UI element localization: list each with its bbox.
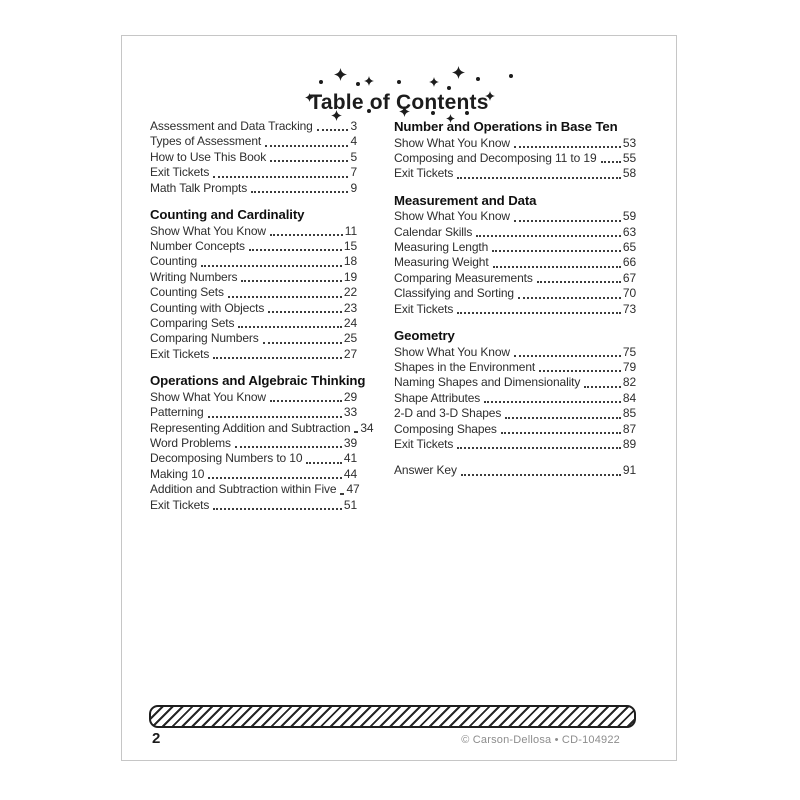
toc-entry bbox=[150, 224, 357, 239]
section-heading: Geometry bbox=[394, 328, 455, 344]
toc-entry-label: Measuring Length bbox=[394, 240, 489, 255]
toc-entry-page: 39 bbox=[343, 435, 357, 450]
toc-entry-page: 87 bbox=[622, 421, 636, 436]
toc-entry-label: Writing Numbers bbox=[150, 269, 238, 284]
toc-entry bbox=[150, 150, 357, 165]
toc-section bbox=[150, 373, 374, 513]
sparkle-dot-icon bbox=[447, 86, 451, 90]
toc-entry-page: 27 bbox=[343, 346, 357, 361]
toc-entry bbox=[150, 405, 357, 420]
dot-leader bbox=[268, 311, 342, 313]
toc-entry-label: Calendar Skills bbox=[394, 224, 473, 239]
toc-entry-label: Patterning bbox=[150, 405, 204, 420]
toc-entry-page: 44 bbox=[343, 466, 357, 481]
dot-leader bbox=[251, 191, 348, 193]
dot-leader bbox=[484, 401, 621, 403]
toc-entry-label: Making 10 bbox=[150, 466, 205, 481]
toc-entry bbox=[394, 406, 636, 421]
toc-entry-page: 67 bbox=[622, 270, 636, 285]
dot-leader bbox=[461, 474, 621, 476]
toc-entry-label: Exit Tickets bbox=[150, 346, 210, 361]
dot-leader bbox=[270, 400, 342, 402]
toc-entry-page: 19 bbox=[343, 269, 357, 284]
toc-entry-label: Addition and Subtraction within Five bbox=[150, 482, 337, 497]
toc-entry-label: Classifying and Sorting bbox=[394, 286, 514, 301]
toc-column-right bbox=[394, 119, 636, 479]
toc-entry bbox=[394, 360, 636, 375]
toc-entry-label: Counting Sets bbox=[150, 285, 224, 300]
dot-leader bbox=[457, 447, 621, 449]
dot-leader bbox=[238, 326, 342, 328]
sparkle-star-icon bbox=[429, 77, 439, 87]
dot-leader bbox=[514, 355, 621, 357]
toc-entry-label: Exit Tickets bbox=[394, 437, 454, 451]
dot-leader bbox=[213, 176, 348, 178]
dot-leader bbox=[501, 432, 621, 434]
toc-entry bbox=[150, 467, 357, 482]
sparkle-dot-icon bbox=[356, 82, 360, 86]
toc-entry-label: Shapes in the Environment bbox=[394, 359, 536, 374]
dot-leader bbox=[354, 431, 358, 433]
toc-entry bbox=[394, 302, 636, 317]
toc-entry bbox=[394, 225, 636, 240]
toc-entry bbox=[394, 136, 636, 151]
toc-entry-label: Show What You Know bbox=[394, 135, 510, 150]
toc-entry-page: 7 bbox=[350, 165, 357, 180]
dot-leader bbox=[213, 357, 342, 359]
toc-entry-page: 25 bbox=[343, 331, 357, 346]
dot-leader bbox=[476, 235, 621, 237]
toc-entry bbox=[150, 270, 357, 285]
dot-leader bbox=[208, 416, 342, 418]
toc-entry bbox=[394, 391, 636, 406]
toc-entry-page: 18 bbox=[343, 254, 357, 269]
toc-entry-page: 3 bbox=[350, 119, 357, 133]
toc-entry-page: 63 bbox=[622, 224, 636, 239]
toc-entry-label: Decomposing Numbers to 10 bbox=[150, 451, 303, 466]
toc-entry-label: Shape Attributes bbox=[394, 390, 481, 405]
section-heading: Operations and Algebraic Thinking bbox=[150, 373, 366, 389]
toc-entry-label: Exit Tickets bbox=[150, 497, 210, 512]
toc-section bbox=[150, 207, 357, 362]
toc-entry bbox=[150, 390, 357, 405]
toc-entry-page: 75 bbox=[622, 344, 636, 359]
toc-section bbox=[150, 119, 357, 196]
toc-section bbox=[394, 328, 636, 452]
toc-entry-page: 82 bbox=[622, 375, 636, 390]
toc-entry-label: Representing Addition and Subtraction bbox=[150, 420, 351, 435]
toc-entry-label: Number Concepts bbox=[150, 238, 245, 253]
toc-entry-page: 23 bbox=[343, 300, 357, 315]
dot-leader bbox=[505, 417, 621, 419]
toc-entry bbox=[394, 375, 636, 390]
dot-leader bbox=[201, 265, 342, 267]
toc-entry bbox=[150, 347, 357, 362]
dot-leader bbox=[493, 266, 621, 268]
page-number: 2 bbox=[152, 730, 161, 747]
toc-section bbox=[394, 193, 636, 317]
toc-entry bbox=[150, 285, 357, 300]
toc-entry-label: Measuring Weight bbox=[394, 255, 489, 270]
toc-entry-page: 41 bbox=[343, 451, 357, 466]
toc-entry-page: 66 bbox=[622, 255, 636, 270]
toc-entry-page: 79 bbox=[622, 359, 636, 374]
sparkle-dot-icon bbox=[319, 80, 323, 84]
dot-leader bbox=[584, 386, 621, 388]
dot-leader bbox=[539, 370, 621, 372]
toc-entry-label: Exit Tickets bbox=[150, 165, 210, 180]
toc-entry bbox=[394, 209, 636, 224]
toc-entry-label: Math Talk Prompts bbox=[150, 180, 248, 195]
toc-entry-page: 15 bbox=[343, 238, 357, 253]
toc-entry-page: 33 bbox=[343, 405, 357, 420]
toc-entry-label: 2-D and 3-D Shapes bbox=[394, 406, 502, 421]
dot-leader bbox=[235, 446, 342, 448]
sparkle-dot-icon bbox=[509, 74, 513, 78]
toc-entry-page: 22 bbox=[343, 285, 357, 300]
dot-leader bbox=[514, 146, 621, 148]
toc-entry-page: 65 bbox=[622, 240, 636, 255]
toc-entry bbox=[394, 240, 636, 255]
dot-leader bbox=[514, 220, 621, 222]
toc-entry bbox=[394, 151, 636, 166]
toc-entry bbox=[394, 166, 636, 181]
toc-entry-page: 5 bbox=[350, 149, 357, 164]
toc-entry bbox=[394, 255, 636, 270]
toc-entry-label: Exit Tickets bbox=[394, 166, 454, 181]
decorative-hatched-bar bbox=[149, 705, 636, 728]
toc-entry-label: Counting with Objects bbox=[150, 300, 265, 315]
toc-entry-page: 59 bbox=[622, 209, 636, 224]
toc-entry-page: 91 bbox=[622, 463, 636, 478]
toc-entry-label: Show What You Know bbox=[150, 223, 266, 238]
dot-leader bbox=[249, 249, 342, 251]
dot-leader bbox=[601, 161, 621, 163]
sparkle-star-icon bbox=[334, 68, 347, 81]
dot-leader bbox=[457, 312, 621, 314]
toc-entry bbox=[150, 301, 357, 316]
toc-entry bbox=[394, 422, 636, 437]
sparkle-star-icon bbox=[364, 76, 374, 86]
toc-entry-page: 58 bbox=[622, 166, 636, 181]
toc-entry-label: Show What You Know bbox=[394, 209, 510, 224]
toc-entry bbox=[394, 286, 636, 301]
toc-entry bbox=[150, 165, 357, 180]
toc-entry-label: How to Use This Book bbox=[150, 149, 267, 164]
toc-entry-page: 29 bbox=[343, 389, 357, 404]
toc-entry-label: Exit Tickets bbox=[394, 301, 454, 316]
toc-entry-page: 73 bbox=[622, 301, 636, 316]
toc-entry-label: Show What You Know bbox=[150, 389, 266, 404]
toc-entry bbox=[150, 254, 357, 269]
dot-leader bbox=[306, 462, 341, 464]
toc-entry bbox=[394, 463, 636, 478]
dot-leader bbox=[340, 493, 344, 495]
toc-entry-page: 70 bbox=[622, 286, 636, 301]
section-heading: Measurement and Data bbox=[394, 192, 537, 208]
toc-entry-label: Composing Shapes bbox=[394, 421, 497, 436]
toc-entry bbox=[150, 331, 357, 346]
toc-entry-page: 55 bbox=[622, 150, 636, 165]
sparkle-star-icon bbox=[452, 66, 465, 79]
dot-leader bbox=[208, 477, 342, 479]
toc-entry-label: Comparing Measurements bbox=[394, 270, 533, 285]
dot-leader bbox=[270, 234, 343, 236]
toc-entry-label: Comparing Numbers bbox=[150, 331, 259, 346]
toc-entry-label: Comparing Sets bbox=[150, 315, 235, 330]
copyright-credit: © Carson-Dellosa • CD-104922 bbox=[461, 734, 620, 746]
toc-entry-page: 53 bbox=[622, 135, 636, 150]
dot-leader bbox=[228, 296, 342, 298]
toc-entry bbox=[150, 134, 357, 149]
toc-entry bbox=[150, 239, 357, 254]
toc-entry bbox=[150, 482, 360, 497]
toc-entry-label: Word Problems bbox=[150, 435, 231, 450]
dot-leader bbox=[263, 342, 342, 344]
toc-entry bbox=[394, 271, 636, 286]
toc-entry bbox=[150, 498, 357, 513]
toc-entry bbox=[150, 316, 357, 331]
toc-entry-page: 9 bbox=[350, 180, 357, 195]
toc-entry-page: 84 bbox=[622, 390, 636, 405]
toc-column-left bbox=[150, 119, 374, 513]
toc-entry bbox=[150, 436, 357, 451]
toc-entry bbox=[394, 437, 636, 452]
page-title: Table of Contents bbox=[309, 91, 489, 114]
toc-entry-page: 34 bbox=[360, 420, 374, 435]
dot-leader bbox=[492, 250, 621, 252]
dot-leader bbox=[317, 129, 349, 131]
sparkle-dot-icon bbox=[397, 80, 401, 84]
toc-columns bbox=[150, 119, 636, 513]
toc-entry-label: Answer Key bbox=[394, 463, 457, 478]
toc-entry bbox=[150, 119, 357, 134]
toc-entry-label: Show What You Know bbox=[394, 344, 510, 359]
toc-entry-page: 11 bbox=[344, 223, 357, 238]
dot-leader bbox=[518, 297, 621, 299]
toc-entry-label: Types of Assessment bbox=[150, 134, 262, 149]
dot-leader bbox=[537, 281, 621, 283]
toc-entry bbox=[150, 181, 357, 196]
section-heading: Number and Operations in Base Ten bbox=[394, 119, 618, 134]
toc-entry-page: 4 bbox=[350, 134, 357, 149]
toc-entry-label: Assessment and Data Tracking bbox=[150, 119, 313, 133]
toc-entry-label: Counting bbox=[150, 254, 198, 269]
toc-entry-label: Composing and Decomposing 11 to 19 bbox=[394, 150, 597, 165]
book-page bbox=[121, 35, 677, 761]
dot-leader bbox=[213, 508, 342, 510]
toc-entry bbox=[150, 451, 357, 466]
toc-entry-page: 24 bbox=[343, 315, 357, 330]
toc-entry bbox=[150, 420, 374, 436]
toc-entry-label: Naming Shapes and Dimensionality bbox=[394, 375, 581, 390]
toc-entry-page: 51 bbox=[343, 497, 357, 512]
toc-section bbox=[394, 463, 636, 478]
dot-leader bbox=[241, 280, 342, 282]
toc-entry-page: 89 bbox=[622, 437, 636, 451]
toc-entry-page: 47 bbox=[346, 482, 360, 497]
dot-leader bbox=[457, 177, 621, 179]
toc-entry bbox=[394, 345, 636, 360]
dot-leader bbox=[270, 160, 348, 162]
sparkle-dot-icon bbox=[476, 77, 480, 81]
dot-leader bbox=[265, 145, 348, 147]
section-heading: Counting and Cardinality bbox=[150, 207, 305, 223]
toc-section bbox=[394, 119, 636, 182]
toc-entry-page: 85 bbox=[622, 406, 636, 421]
